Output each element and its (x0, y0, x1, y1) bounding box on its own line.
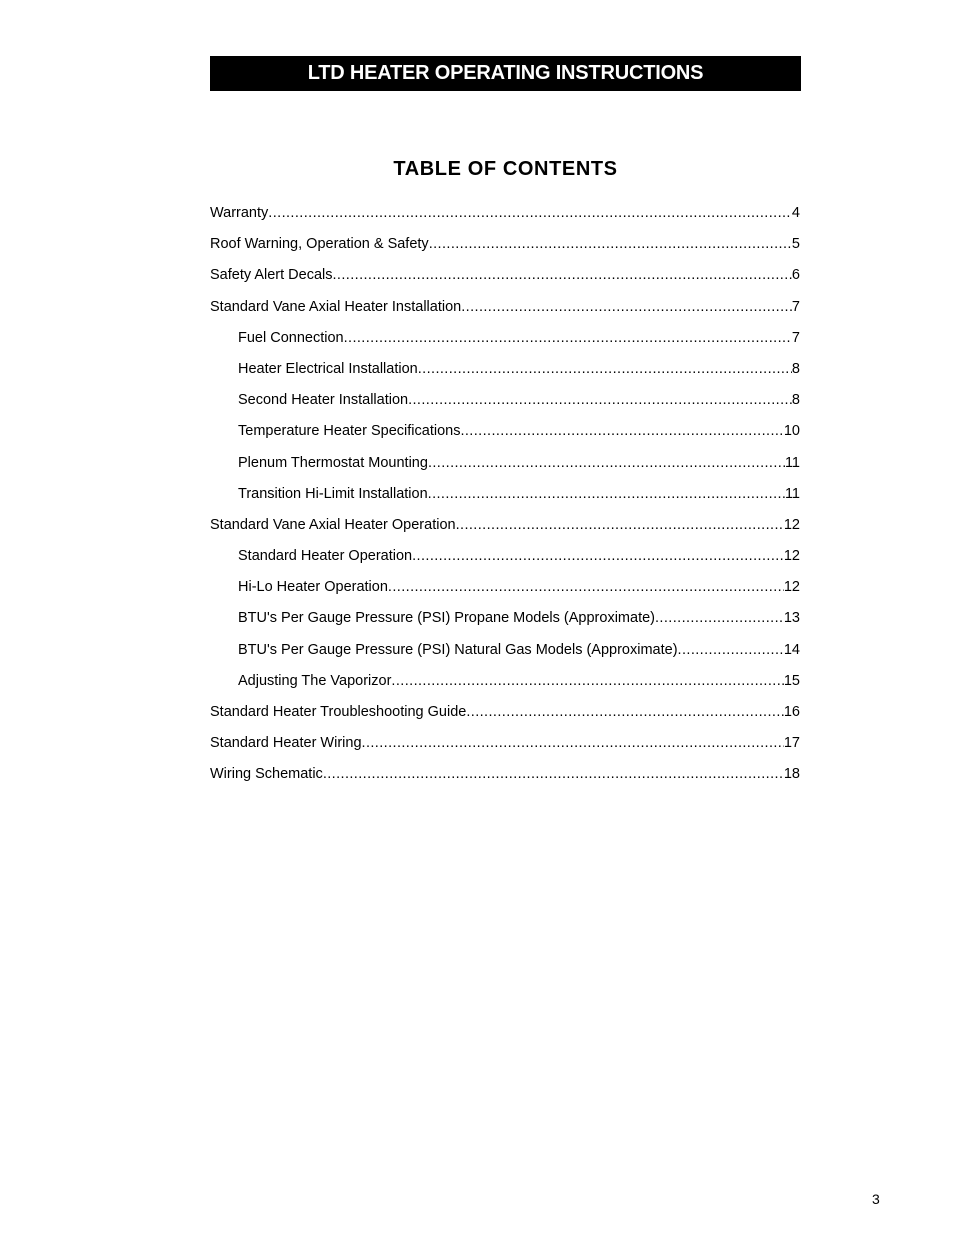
toc-entry-page: 17 (783, 735, 800, 752)
toc-entry-label: Transition Hi-Limit Installation (238, 485, 428, 502)
toc-entry-page: 13 (783, 610, 800, 627)
toc-entry-plenum-thermostat[interactable] (210, 453, 800, 484)
toc-entry-roof-warning[interactable] (210, 234, 800, 265)
toc-dot-leader (429, 234, 792, 254)
page-number: 3 (872, 1191, 880, 1207)
document-header-bar (210, 56, 801, 91)
toc-entry-page: 4 (791, 205, 800, 221)
toc-dot-leader (388, 577, 784, 597)
toc-entry-label: Roof Warning, Operation & Safety (210, 236, 429, 253)
toc-entry-btu-propane[interactable] (210, 608, 800, 639)
toc-entry-label: Warranty (210, 205, 269, 221)
toc-entry-heater-installation[interactable] (210, 297, 800, 328)
toc-entry-label: Second Heater Installation (238, 392, 409, 409)
toc-entry-heater-operation[interactable] (210, 515, 800, 546)
toc-entry-label: Plenum Thermostat Mounting (238, 454, 428, 471)
toc-dot-leader (678, 640, 784, 660)
toc-dot-leader (333, 265, 792, 285)
toc-entry-label: Wiring Schematic (210, 766, 323, 783)
toc-entry-troubleshooting-guide[interactable] (210, 702, 800, 733)
toc-entry-warranty[interactable] (210, 203, 800, 234)
toc-entry-page: 18 (783, 766, 800, 783)
toc-dot-leader (456, 515, 784, 535)
toc-dot-leader (428, 484, 785, 504)
toc-dot-leader (268, 203, 792, 223)
toc-entry-hi-limit-installation[interactable] (210, 484, 800, 515)
toc-entry-page: 11 (784, 454, 800, 471)
toc-entry-fuel-connection[interactable] (210, 328, 800, 359)
toc-entry-label: Standard Heater Operation (238, 548, 413, 565)
toc-entry-page: 11 (784, 485, 800, 502)
toc-title: TABLE OF CONTENTS (393, 158, 618, 180)
toc-entry-wiring-schematic[interactable] (210, 764, 800, 795)
document-title: LTD HEATER OPERATING INSTRUCTIONS (307, 62, 704, 84)
toc-entry-temperature-specifications[interactable] (210, 421, 800, 452)
toc-entry-safety-alert-decals[interactable] (210, 265, 800, 296)
toc-entry-page: 12 (783, 548, 800, 565)
toc-entry-label: Safety Alert Decals (210, 267, 333, 284)
toc-entry-label: Fuel Connection (238, 329, 344, 346)
toc-dot-leader (391, 671, 783, 691)
toc-entry-electrical-installation[interactable] (210, 359, 800, 390)
toc-entry-page: 7 (791, 298, 800, 315)
toc-entry-label: Standard Vane Axial Heater Installation (210, 298, 462, 315)
toc-dot-leader (655, 608, 784, 628)
toc-entry-page: 8 (791, 360, 800, 377)
toc-entry-page: 12 (783, 579, 800, 596)
toc-entry-second-heater-installation[interactable] (210, 390, 800, 421)
toc-dot-leader (412, 546, 784, 566)
toc-entry-page: 12 (783, 516, 800, 533)
toc-entry-heater-wiring[interactable] (210, 733, 800, 764)
toc-entry-label: BTU's Per Gauge Pressure (PSI) Propane Models (Approximate) (238, 610, 655, 627)
toc-entry-page: 14 (783, 641, 800, 658)
toc-dot-leader (418, 359, 792, 379)
toc-entry-standard-operation[interactable] (210, 546, 800, 577)
toc-entry-label: Heater Electrical Installation (238, 360, 418, 377)
toc-dot-leader (362, 733, 784, 753)
toc-dot-leader (461, 297, 792, 317)
toc-dot-leader (323, 764, 784, 784)
toc-entry-page: 10 (783, 423, 800, 440)
toc-dot-leader (428, 453, 785, 473)
toc-entry-page: 15 (783, 672, 800, 689)
toc-entry-label: Hi-Lo Heater Operation (238, 579, 388, 596)
toc-dot-leader (408, 390, 792, 410)
toc-entry-page: 7 (791, 329, 800, 346)
toc-entry-adjusting-vaporizor[interactable] (210, 671, 800, 702)
toc-entry-hi-lo-operation[interactable] (210, 577, 800, 608)
toc-entry-page: 6 (791, 267, 800, 284)
table-of-contents (210, 203, 800, 796)
toc-entry-btu-natural-gas[interactable] (210, 640, 800, 671)
toc-entry-label: Standard Vane Axial Heater Operation (210, 516, 456, 533)
toc-entry-label: Temperature Heater Specifications (238, 423, 461, 440)
toc-entry-page: 16 (783, 704, 800, 720)
toc-dot-leader (344, 328, 792, 348)
toc-entry-label: BTU's Per Gauge Pressure (PSI) Natural Gas Models (Approximate) (238, 641, 678, 658)
toc-entry-label: Adjusting The Vaporizor (238, 672, 392, 689)
toc-entry-label: Standard Heater Wiring (210, 735, 362, 752)
toc-dot-leader (466, 702, 784, 722)
toc-entry-page: 8 (791, 392, 800, 409)
toc-entry-page: 5 (791, 236, 800, 253)
toc-dot-leader (460, 421, 783, 441)
toc-entry-label: Standard Heater Troubleshooting Guide (210, 704, 467, 720)
